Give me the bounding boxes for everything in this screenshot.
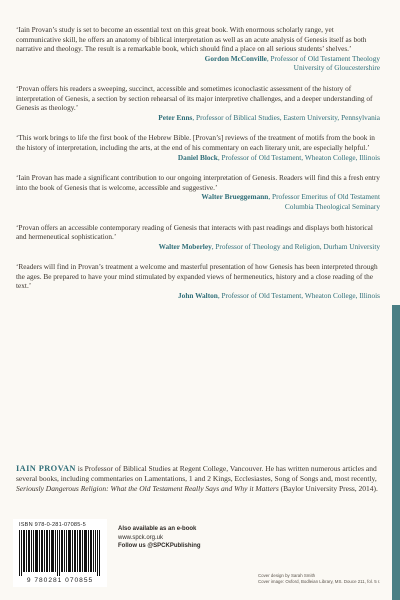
endorser-title: , Professor of Biblical Studies, Eastern University, Pennsylvania xyxy=(192,112,380,122)
endorsements xyxy=(16,25,380,312)
endorsement-quote: ‘Readers will find in Provan’s treatment a welcome and masterful presentation of how Genesis has been interpreted through the ages. Be prepared to have your mind stimulated by expanded views of hermeneutics, history and a close reading of the text.’ xyxy=(16,262,378,291)
endorser-name: John Walton xyxy=(178,291,218,301)
endorser-affiliation: Columbia Theological Seminary xyxy=(284,201,380,211)
spine-accent-bar xyxy=(392,305,400,600)
endorsement xyxy=(16,223,380,252)
bio-text-end: (Baylor University Press, 2014). xyxy=(278,483,378,493)
endorser-name: Daniel Block xyxy=(177,152,218,162)
endorsement-attribution xyxy=(16,242,380,252)
barcode xyxy=(13,519,107,587)
cover-design-credit: Cover design by Sarah Smith xyxy=(258,573,316,578)
endorser-title: , Professor of Theology and Religion, Durham University xyxy=(211,241,380,251)
social-follow-link[interactable]: Follow us @SPCKPublishing xyxy=(118,543,201,550)
endorser-name: Peter Enns xyxy=(158,112,193,122)
endorser-title: , Professor of Old Testament Theology xyxy=(266,53,380,63)
endorser-name: Gordon McConville xyxy=(204,53,267,63)
cover-image-credit: Cover image: Oxford, Bodleian Library, MS. Douce 211, fol. 5 r. xyxy=(258,578,381,584)
endorser-title: , Professor of Old Testament, Wheaton College, Illinois xyxy=(217,291,380,301)
endorsement-quote: ‘Iain Provan has made a significant contribution to our ongoing interpretation of Genesis. Readers will find this a fresh entry into the book of Genesis that is welcome, accessible and suggestive.’ xyxy=(16,173,380,192)
endorsement-quote: ‘This work brings to life the first book of the Hebrew Bible. [Provan’s] reviews of the treatment of motifs from the book in the history of interpretation, including the arts, at the end of his commentary on each literary unit, are especially helpful.’ xyxy=(16,133,375,152)
endorser-name: Walter Brueggemann xyxy=(201,192,269,202)
endorsement-attribution xyxy=(16,113,380,123)
book-title: Seriously Dangerous Religion: What the Old Testament Really Says and Why it Matters xyxy=(16,483,279,493)
endorsement-attribution xyxy=(16,291,380,301)
endorser-affiliation: University of Gloucestershire xyxy=(293,63,380,73)
author-name: IAIN PROVAN xyxy=(16,464,76,473)
cover-credits xyxy=(258,573,398,585)
endorsement xyxy=(16,25,380,73)
endorsement xyxy=(16,173,380,211)
endorsement-attribution xyxy=(16,54,380,64)
endorsement xyxy=(16,262,380,300)
endorsement-attribution xyxy=(16,153,380,163)
barcode-bars xyxy=(19,530,101,576)
endorsement-quote: ‘Iain Provan’s study is set to become an essential text on this great book. With enormous scholarly range, yet communicative skill, he offers an anatomy of biblical interpretation as well as an acute analysis of Genesis itself as both narrative and theology. The result is a remarkable book, which should find a place on all serious students’ shelves.’ xyxy=(16,25,367,54)
endorsement xyxy=(16,84,380,122)
endorser-title: , Professor of Old Testament, Wheaton College, Illinois xyxy=(217,152,380,162)
bio-text: is Professor of Biblical Studies at Regent College, Vancouver. He has written numerous articles and several books, including commentaries on Lamentations, 1 and 2 Kings, Ecclesiastes, Song of Songs and, most recently, xyxy=(16,464,377,483)
barcode-digits: 9 780281 070855 xyxy=(26,577,94,584)
publisher-website-link[interactable]: www.spck.org.uk xyxy=(118,534,164,541)
author-bio xyxy=(16,464,382,493)
endorsement-quote: ‘Provan offers an accessible contemporary reading of Genesis that interacts with past readings and displays both historical and hermeneutical sophistication.’ xyxy=(16,222,373,242)
endorsement-quote: ‘Provan offers his readers a sweeping, succinct, accessible and sometimes iconoclastic assessment of the history of interpretation of Genesis, a section by section rehearsal of its major interpretive challenges, and a deeper understanding of Genesis as theology.’ xyxy=(16,83,373,113)
endorsement xyxy=(16,133,380,162)
publisher-info xyxy=(118,525,201,551)
endorser-title: , Professor Emeritus of Old Testament xyxy=(268,192,380,202)
endorsement-attribution xyxy=(16,192,380,202)
ebook-note: Also available as an e-book xyxy=(118,526,197,532)
endorser-name: Walter Moberley xyxy=(158,241,212,251)
isbn-label: ISBN 978-0-281-07085-5 xyxy=(19,522,86,528)
